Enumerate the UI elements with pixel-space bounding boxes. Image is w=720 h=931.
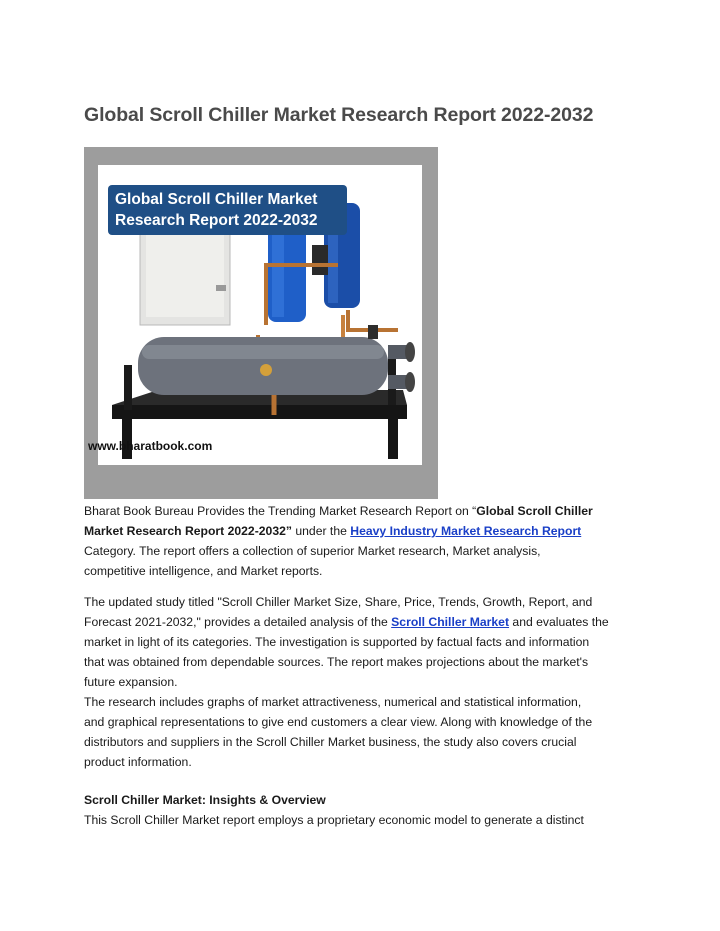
text-line: product information. <box>84 755 192 769</box>
text-line: competitive intelligence, and Market reports. <box>84 564 323 578</box>
report-name-bold: Global Scroll Chiller <box>476 504 593 518</box>
text-line: Category. The report offers a collection of superior Market research, Market analysis, <box>84 544 541 558</box>
text-run: Forecast 2021-2032," provides a detailed analysis of the <box>84 615 392 629</box>
text-line: The research includes graphs of market attractiveness, numerical and statistical information, <box>84 695 582 709</box>
text-line <box>84 501 640 521</box>
cover-image-panel <box>98 165 422 465</box>
cover-title-banner <box>108 185 347 235</box>
text-line: This Scroll Chiller Market report employs a proprietary economic model to generate a distinct <box>84 813 584 827</box>
text-line <box>84 612 640 632</box>
cover-website: www.bharatbook.com <box>88 439 213 453</box>
report-name-bold: Market Research Report 2022-2032” <box>84 524 292 538</box>
text-line: distributors and suppliers in the Scroll Chiller Market business, the study also covers crucial <box>84 735 577 749</box>
text-line: future expansion. <box>84 675 178 689</box>
section-heading: Scroll Chiller Market: Insights & Overview <box>84 793 326 807</box>
cover-title-line: Global Scroll Chiller Market <box>115 191 318 208</box>
text-line <box>84 521 640 541</box>
scroll-chiller-market-link[interactable]: Scroll Chiller Market <box>391 615 510 629</box>
cover-title-line: Research Report 2022-2032 <box>115 212 318 229</box>
heavy-industry-link[interactable]: Heavy Industry Market Research Report <box>350 524 582 538</box>
text-line: The updated study titled "Scroll Chiller Market Size, Share, Price, Trends, Growth, Report, and <box>84 595 593 609</box>
intro-paragraph <box>84 501 640 581</box>
text-run: under the <box>291 524 351 538</box>
text-run: Bharat Book Bureau Provides the Trending Market Research Report on “ <box>84 504 477 518</box>
insights-section <box>84 790 640 830</box>
study-paragraph <box>84 592 640 772</box>
report-cover-image <box>84 147 438 499</box>
text-line: market in light of its categories. The investigation is supported by factual facts and information <box>84 635 590 649</box>
text-line: that was obtained from dependable sources. The report makes projections about the market's <box>84 655 589 669</box>
text-line: and graphical representations to give end customers a clear view. Along with knowledge of the <box>84 715 593 729</box>
page-title: Global Scroll Chiller Market Research Report 2022-2032 <box>84 104 594 126</box>
text-run: and evaluates the <box>509 615 609 629</box>
